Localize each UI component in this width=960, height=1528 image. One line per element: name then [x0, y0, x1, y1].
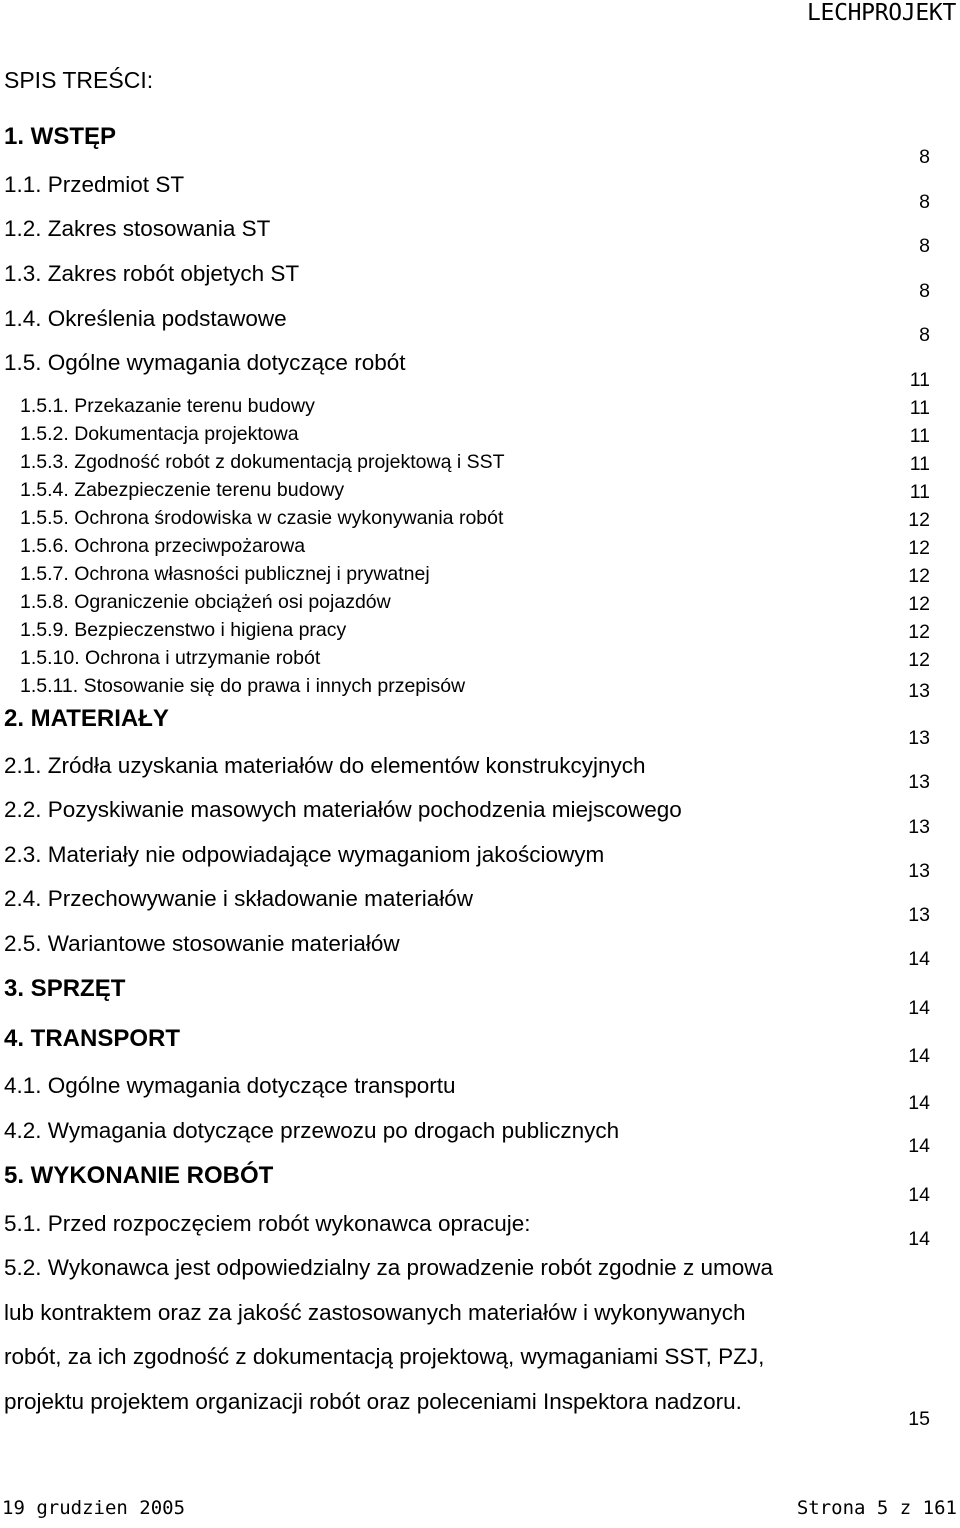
toc-entry-level-2: 1.1. Przedmiot ST: [4, 172, 185, 197]
page-number: 14: [908, 1184, 930, 1206]
page-number: 11: [909, 425, 930, 447]
page-number: 11: [909, 369, 930, 391]
toc-entry-level-3: 1.5.10. Ochrona i utrzymanie robót: [20, 647, 321, 669]
toc-entry-level-1: 4. TRANSPORT: [4, 1025, 181, 1052]
paragraph-line: robót, za ich zgodność z dokumentacją projektową, wymaganiami SST, PZJ,: [4, 1344, 765, 1369]
page-number: 8: [919, 191, 930, 213]
toc-entry-level-1: 5. WYKONANIE ROBÓT: [4, 1162, 274, 1189]
page-number: 14: [908, 997, 930, 1019]
toc-entry-level-3: 1.5.3. Zgodność robót z dokumentacją projektową i SST: [20, 451, 505, 473]
toc-entry-level-2: 5.1. Przed rozpoczęciem robót wykonawca opracuje:: [4, 1211, 531, 1236]
page-number: 11: [909, 481, 930, 503]
paragraph-line: 5.2. Wykonawca jest odpowiedzialny za prowadzenie robót zgodnie z umowa: [4, 1255, 773, 1280]
page-number: 8: [919, 324, 930, 346]
footer-date: 19 grudzien 2005: [2, 1497, 186, 1519]
toc-entry-level-1: 1. WSTĘP: [4, 123, 117, 150]
toc-entry-level-2: 1.4. Określenia podstawowe: [4, 306, 287, 331]
toc-entry-level-3: 1.5.6. Ochrona przeciwpożarowa: [20, 535, 306, 557]
page-number: 11: [909, 453, 930, 475]
toc-entry-level-2: 1.3. Zakres robót objetych ST: [4, 261, 300, 286]
toc-entry-level-2: 1.2. Zakres stosowania ST: [4, 216, 271, 241]
paragraph-line: lub kontraktem oraz za jakość zastosowanych materiałów i wykonywanych: [4, 1300, 746, 1325]
paragraph-line: projektu projektem organizacji robót oraz poleceniami Inspektora nadzoru.: [4, 1389, 742, 1414]
toc-entry-level-3: 1.5.5. Ochrona środowiska w czasie wykonywania robót: [20, 507, 504, 529]
page-number: 14: [908, 1092, 930, 1114]
footer-page: Strona 5 z 161: [796, 1497, 957, 1519]
toc-entry-level-3: 1.5.9. Bezpieczenstwo i higiena pracy: [20, 619, 347, 641]
toc-entry-level-2: 2.1. Zródła uzyskania materiałów do elementów konstrukcyjnych: [4, 753, 646, 778]
page-number: 14: [908, 1228, 930, 1250]
toc-entry-level-3: 1.5.11. Stosowanie się do prawa i innych przepisów: [20, 675, 466, 697]
header-company: LECHPROJEKT: [806, 0, 956, 26]
page-number: 14: [908, 1135, 930, 1157]
page-number: 13: [908, 771, 930, 793]
toc-entry-level-2: 2.3. Materiały nie odpowiadające wymaganiom jakościowym: [4, 842, 605, 867]
page-number: 11: [909, 397, 930, 419]
page-number: 13: [908, 860, 930, 882]
toc-entry-level-2: 4.2. Wymagania dotyczące przewozu po drogach publicznych: [4, 1118, 620, 1143]
toc-entry-level-3: 1.5.4. Zabezpieczenie terenu budowy: [20, 479, 345, 501]
page-number: 12: [908, 537, 930, 559]
page-number: 13: [908, 904, 930, 926]
page-number: 12: [908, 649, 930, 671]
page-number: 13: [908, 816, 930, 838]
toc-entry-level-2: 2.5. Wariantowe stosowanie materiałów: [4, 931, 400, 956]
page-number: 12: [908, 565, 930, 587]
toc-entry-level-3: 1.5.8. Ograniczenie obciążeń osi pojazdów: [20, 591, 391, 613]
toc-title: SPIS TREŚCI:: [4, 67, 154, 93]
toc-entry-level-1: 2. MATERIAŁY: [4, 705, 169, 732]
toc-entry-level-2: 2.4. Przechowywanie i składowanie materiałów: [4, 886, 473, 911]
page-number: 12: [908, 621, 930, 643]
page-number: 8: [919, 146, 930, 168]
page-number: 8: [919, 280, 930, 302]
page-number: 13: [908, 727, 930, 749]
page-number: 12: [908, 509, 930, 531]
toc-entry-level-3: 1.5.7. Ochrona własności publicznej i prywatnej: [20, 563, 430, 585]
toc-entry-level-2: 1.5. Ogólne wymagania dotyczące robót: [4, 350, 406, 375]
toc-entry-level-2: 4.1. Ogólne wymagania dotyczące transportu: [4, 1073, 456, 1098]
page-number: 13: [908, 680, 930, 702]
page-number: 12: [908, 593, 930, 615]
toc-entry-level-1: 3. SPRZĘT: [4, 975, 126, 1002]
page-number: 14: [908, 948, 930, 970]
toc-entry-level-3: 1.5.1. Przekazanie terenu budowy: [20, 395, 315, 417]
toc-entry-level-3: 1.5.2. Dokumentacja projektowa: [20, 423, 299, 445]
toc-entry-level-2: 2.2. Pozyskiwanie masowych materiałów pochodzenia miejscowego: [4, 797, 682, 822]
page-number: 15: [908, 1408, 930, 1430]
page-number: 14: [908, 1045, 930, 1067]
page-number: 8: [919, 235, 930, 257]
